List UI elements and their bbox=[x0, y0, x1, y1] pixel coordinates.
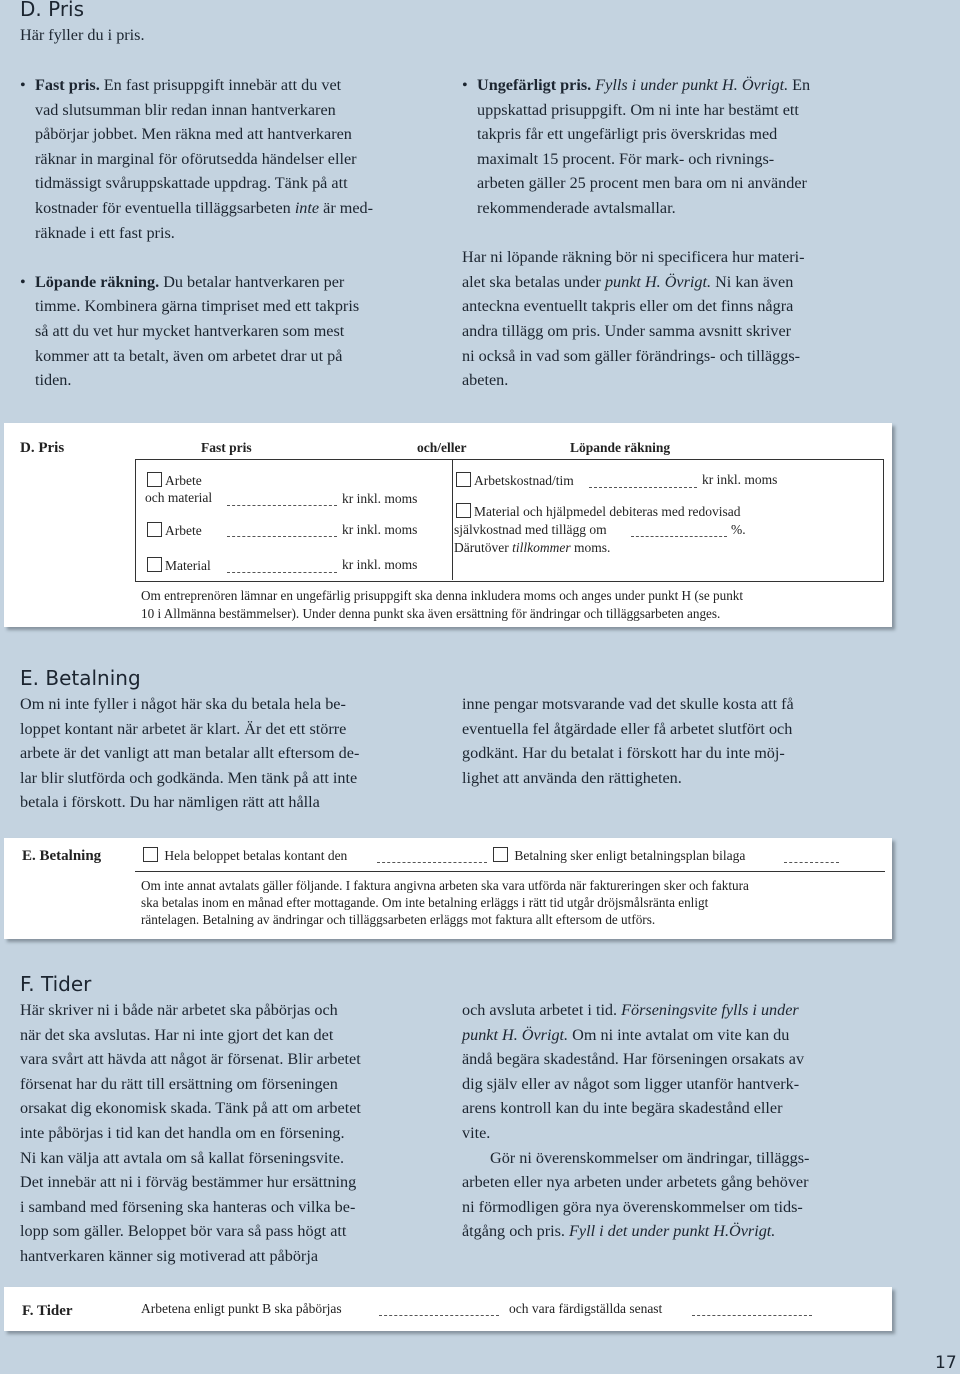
checkbox-icon[interactable] bbox=[493, 847, 508, 862]
text-line: Har ni löpande räkning bör ni specificera hur materi- bbox=[462, 248, 805, 267]
text-line: anteckna eventuellt takpris eller om det finns några bbox=[462, 297, 794, 316]
lopande-rakning-label: Löpande räkning. bbox=[35, 272, 160, 291]
text-italic: inte bbox=[294, 198, 320, 217]
text-line: Här skriver ni i både när arbetet ska påbörjas och bbox=[20, 1001, 338, 1019]
text-line: dig själv eller av något som ligger utanför hantverk- bbox=[462, 1074, 800, 1093]
section-d-left-column bbox=[20, 73, 440, 393]
text-line: Du betalar hantverkaren per bbox=[159, 272, 345, 291]
form-d-pris bbox=[4, 423, 892, 627]
text-line: Därutöver bbox=[454, 540, 513, 555]
form-d-col-lop: Löpande räkning bbox=[570, 440, 671, 455]
form-d-note-line2: 10 i Allmänna bestämmelser). Under denna punkt ska även ersättning för ändringar och tilläggsarbeten anges. bbox=[141, 606, 721, 621]
form-e-title: E. Betalning bbox=[22, 848, 102, 864]
text-line: maximalt 15 procent. För mark- och rivnings- bbox=[477, 149, 775, 168]
text-line: Ni kan även bbox=[711, 272, 794, 291]
form-e-note-line3: räntelagen. Betalning av ändringar och tilläggsarbeten erläggs mot faktura allt eftersom de utförs. bbox=[141, 912, 656, 927]
text-line: abeten. bbox=[462, 371, 509, 390]
label-fardigstallda: och vara färdigställda senast bbox=[509, 1301, 663, 1316]
input-arbete-material-kr[interactable] bbox=[227, 505, 337, 506]
text-line: En fast prisuppgift innebär att du vet bbox=[99, 76, 342, 94]
checkbox-icon[interactable] bbox=[147, 522, 162, 537]
section-f-left-column bbox=[20, 998, 440, 1269]
lopande-rakning-paragraph bbox=[462, 245, 902, 393]
text-line: arbeten gäller 25 procent men bara om ni använder bbox=[477, 174, 807, 193]
section-d-intro: Här fyller du i pris. bbox=[20, 26, 145, 44]
text-line: och avsluta arbetet i tid. bbox=[462, 1001, 622, 1019]
checkbox-icon[interactable] bbox=[143, 847, 158, 862]
text-line: inne pengar motsvarande vad det skulle kosta att få bbox=[462, 695, 794, 713]
checkbox-arbete[interactable] bbox=[147, 522, 202, 539]
text-line: lopp som gäller. Beloppet bör vara så pass högt att bbox=[20, 1222, 347, 1241]
section-d-right-column bbox=[462, 73, 902, 393]
checkbox-icon[interactable] bbox=[147, 557, 162, 572]
text-italic: Fyll i det under punkt H.Övrigt. bbox=[569, 1222, 776, 1241]
text-line: vite. bbox=[462, 1123, 491, 1142]
checkbox-arbetskostnad[interactable] bbox=[456, 472, 574, 489]
text-line: vad slutsumman blir redan innan hantverkaren bbox=[35, 100, 336, 119]
text-line: försenat har du rätt till ersättning om förseningen bbox=[20, 1074, 338, 1093]
text-line: moms. bbox=[570, 540, 611, 555]
checkbox-label: Betalning sker enligt betalningsplan bilaga bbox=[514, 848, 746, 863]
label-darutover bbox=[454, 540, 610, 556]
form-e-note-line1: Om inte annat avtalats gäller följande. I faktura angivna arbeten ska vara utförda när faktureringen sker och faktura bbox=[141, 878, 749, 893]
input-kontant-datum[interactable] bbox=[377, 862, 487, 863]
checkbox-label: Material bbox=[165, 558, 211, 573]
text-line: vara svårt att hävda att något är försenat. Blir arbetet bbox=[20, 1050, 361, 1069]
input-slutdatum[interactable] bbox=[692, 1315, 812, 1316]
text-italic: Förseningsvite fylls i under bbox=[621, 1001, 799, 1019]
checkbox-label: Arbetskostnad/tim bbox=[474, 473, 574, 488]
text-line: hantverkaren känner sig motiverad att påbörja bbox=[20, 1246, 318, 1265]
text-line: arbete är det vanligt att man betalar allt eftersom de- bbox=[20, 744, 360, 763]
text-line: Gör ni överenskommelser om ändringar, tilläggs- bbox=[490, 1148, 810, 1167]
section-e-heading: E. Betalning bbox=[20, 666, 141, 690]
checkbox-label: Arbete bbox=[165, 473, 202, 488]
form-e-rule bbox=[135, 871, 885, 872]
section-f-right-column bbox=[462, 998, 902, 1244]
form-e-betalning bbox=[4, 838, 892, 939]
input-startdatum[interactable] bbox=[379, 1315, 499, 1316]
text-line: ändå begära skadestånd. Har förseningen orsakats av bbox=[462, 1050, 805, 1069]
section-f-heading: F. Tider bbox=[20, 972, 92, 996]
text-line: En bbox=[788, 76, 811, 94]
label-och-material: och material bbox=[145, 490, 213, 505]
form-d-title: D. Pris bbox=[20, 440, 65, 456]
text-line: arens kontroll kan du inte begära skadestånd eller bbox=[462, 1099, 783, 1118]
form-f-title: F. Tider bbox=[22, 1303, 73, 1319]
text-line: påbörjar jobbet. Men räkna med att hantverkaren bbox=[35, 125, 352, 144]
text-line: loppet kontant när arbetet är klart. Är det ett större bbox=[20, 719, 347, 738]
form-d-col-or: och/eller bbox=[417, 440, 467, 455]
label-kr-inkl-moms: kr inkl. moms bbox=[342, 522, 418, 537]
text-line: är med- bbox=[319, 198, 374, 217]
text-line: betala i förskott. Du har nämligen rätt att hålla bbox=[20, 793, 320, 812]
checkbox-icon[interactable] bbox=[456, 472, 471, 487]
label-paborjas: Arbetena enligt punkt B ska påbörjas bbox=[141, 1301, 342, 1316]
text-line: i samband med försening ska hanteras och vilka be- bbox=[20, 1197, 356, 1216]
form-d-divider bbox=[452, 459, 453, 580]
checkbox-arbete-och-material[interactable] bbox=[147, 472, 202, 489]
text-line: åtgång och pris. bbox=[462, 1222, 569, 1241]
text-line: timme. Kombinera gärna timpriset med ett takpris bbox=[35, 297, 360, 316]
checkbox-material-hjalpmedel[interactable] bbox=[456, 503, 741, 520]
text-italic: punkt H. Övrigt. bbox=[462, 1025, 569, 1044]
page-number: 17 bbox=[935, 1353, 957, 1373]
form-e-note-line2: ska betalas inom en månad efter mottagande. Om inte betalning erläggs i rätt tid utgår dröjsmålsränta enligt bbox=[141, 895, 709, 910]
checkbox-label: Hela beloppet betalas kontant den bbox=[164, 848, 348, 863]
fast-pris-label: Fast pris. bbox=[35, 76, 100, 94]
text-line: Ni kan välja att avtala om så kallat förseningsvite. bbox=[20, 1148, 345, 1167]
checkbox-betalningsplan[interactable] bbox=[493, 847, 745, 864]
text-line: andra tillägg om pris. Under samma avsnitt skriver bbox=[462, 321, 792, 340]
section-e-right-column bbox=[462, 692, 902, 790]
form-d-note-line1: Om entreprenören lämnar en ungefärlig prisuppgift ska denna inkludera moms och anges under punkt H (se punkt bbox=[141, 588, 744, 603]
checkbox-label: Material och hjälpmedel debiteras med redovisad bbox=[474, 504, 741, 519]
text-line: Om ni inte avtalat om vite kan du bbox=[568, 1025, 790, 1044]
text-line: orsakat dig ekonomisk skada. Tänk på att om arbetet bbox=[20, 1099, 361, 1118]
checkbox-kontant[interactable] bbox=[143, 847, 347, 864]
text-line: tiden. bbox=[35, 371, 72, 390]
text-line: takpris får ett ungefärligt pris överskridas med bbox=[477, 125, 778, 144]
input-tillagg-procent[interactable] bbox=[631, 536, 727, 537]
ungefarligt-pris-label: Ungefärligt pris. bbox=[477, 76, 592, 94]
label-sjalvkostnad: självkostnad med tillägg om bbox=[454, 522, 607, 537]
text-line: alet ska betalas under bbox=[462, 272, 605, 291]
text-line: så att du vet hur mycket hantverkaren som mest bbox=[35, 321, 345, 340]
bullet-fast-pris bbox=[20, 73, 440, 245]
checkbox-material[interactable] bbox=[147, 557, 211, 574]
text-line: när det ska avslutas. Har ni inte gjort det kan det bbox=[20, 1025, 334, 1044]
text-line: ni också in vad som gäller förändrings- och tilläggs- bbox=[462, 346, 801, 365]
checkbox-icon[interactable] bbox=[147, 472, 162, 487]
text-line: kommer att ta betalt, även om arbetet drar ut på bbox=[35, 346, 343, 365]
text-line: ni förmodligen göra nya överenskommelser om tids- bbox=[462, 1197, 803, 1216]
section-d-heading: D. Pris bbox=[20, 0, 85, 21]
label-kr-inkl-moms: kr inkl. moms bbox=[342, 557, 418, 572]
text-line: inte påbörjas i tid kan det handla om en försening. bbox=[20, 1123, 345, 1142]
text-line: lar blir slutförda och godkända. Men tänk på att inte bbox=[20, 768, 358, 787]
text-line: räknade i ett fast pris. bbox=[35, 223, 175, 242]
label-kr-inkl-moms: kr inkl. moms bbox=[702, 472, 778, 487]
label-percent: %. bbox=[731, 522, 746, 537]
text-line: tidmässigt svåruppskattade uppdrag. Tänk på att bbox=[35, 174, 348, 193]
checkbox-icon[interactable] bbox=[456, 503, 471, 518]
text-line: uppskattad prisuppgift. Om ni inte har bestämt ett bbox=[477, 100, 799, 119]
form-f-tider bbox=[4, 1287, 892, 1331]
text-line: räknar in marginal för oförutsedda händelser eller bbox=[35, 149, 357, 168]
label-kr-inkl-moms: kr inkl. moms bbox=[342, 491, 418, 506]
input-arbete-kr[interactable] bbox=[227, 536, 337, 537]
text-line: Det innebär att ni i förväg bestämmer hur ersättning bbox=[20, 1173, 357, 1192]
text-line: eventuella fel åtgärdade eller få arbetet slutfört och bbox=[462, 719, 793, 738]
text-line: rekommenderade avtalsmallar. bbox=[477, 198, 676, 217]
text-italic: punkt H. Övrigt. bbox=[604, 272, 712, 291]
text-line: kostnader för eventuella tilläggsarbeten bbox=[35, 198, 295, 217]
text-line: arbeten eller nya arbeten under arbetets gång behöver bbox=[462, 1173, 809, 1192]
text-italic: Fylls i under punkt H. Övrigt. bbox=[591, 76, 789, 94]
input-arbetskostnad[interactable] bbox=[589, 487, 697, 488]
bullet-lopande-rakning bbox=[20, 270, 440, 393]
checkbox-label: Arbete bbox=[165, 523, 202, 538]
form-d-col-fast: Fast pris bbox=[201, 440, 252, 455]
text-italic: tillkommer bbox=[512, 540, 571, 555]
input-bilaga[interactable] bbox=[784, 862, 839, 863]
bullet-ungefarligt-pris bbox=[462, 73, 902, 221]
text-line: lighet att använda den rättigheten. bbox=[462, 768, 682, 787]
text-line: Om ni inte fyller i något här ska du betala hela be- bbox=[20, 695, 346, 713]
input-material-kr[interactable] bbox=[227, 572, 337, 573]
text-line: godkänt. Har du betalat i förskott har du inte möj- bbox=[462, 744, 785, 763]
section-e-left-column bbox=[20, 692, 440, 815]
